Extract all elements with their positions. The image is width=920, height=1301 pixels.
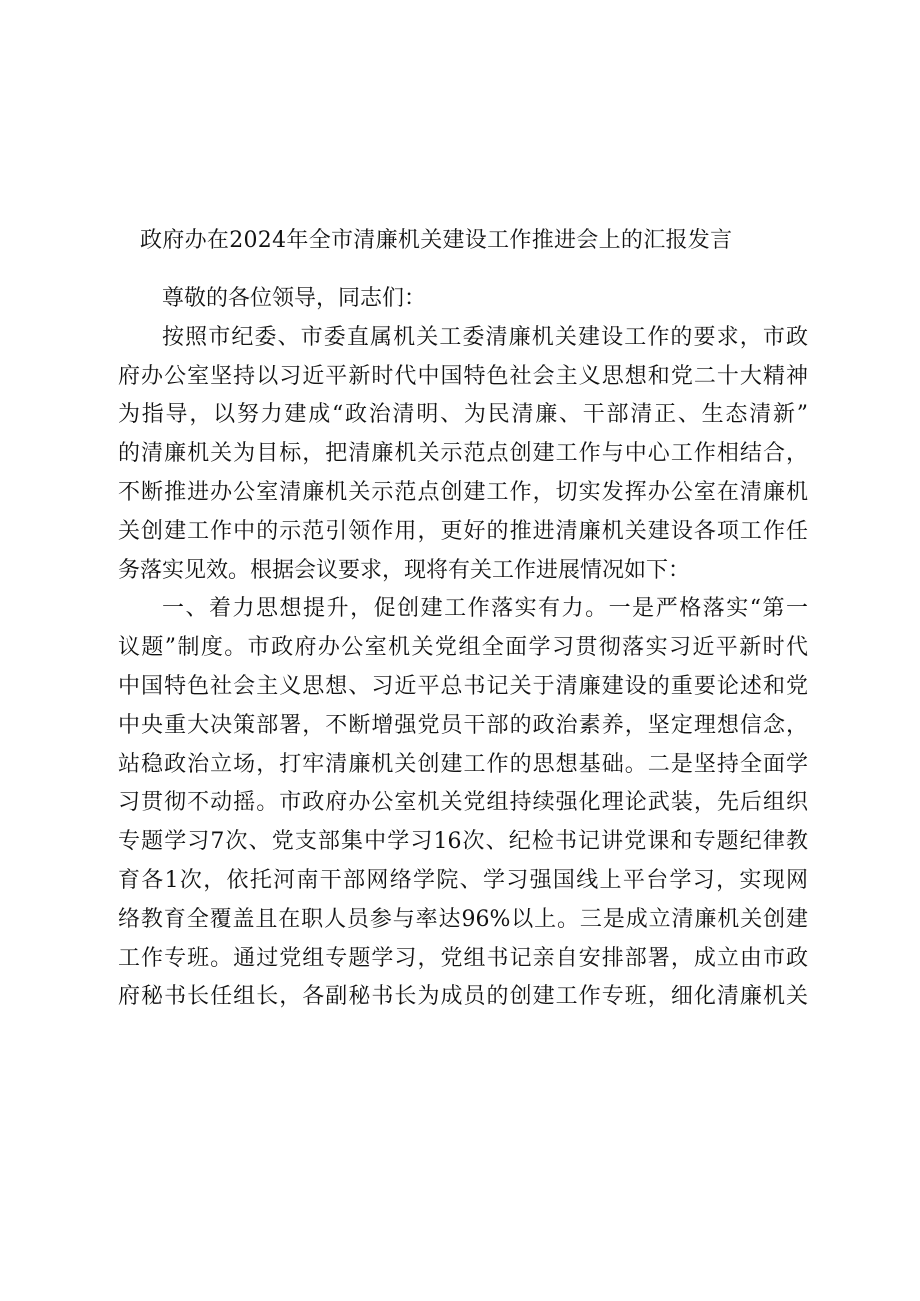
paragraph-line: 工作专班。通过党组专题学习，党组书记亲自安排部署，成立由市政 (118, 945, 808, 971)
paragraph-line: 站稳政治立场，打牢清廉机关创建工作的思想基础。二是坚持全面学 (118, 751, 808, 777)
paragraph-line: 的清廉机关为目标，把清廉机关示范点创建工作与中心工作相结合， (118, 441, 808, 467)
paragraph-line: 不断推进办公室清廉机关示范点创建工作，切实发挥办公室在清廉机 (118, 479, 808, 505)
paragraph-line: 务落实见效。根据会议要求，现将有关工作进展情况如下： (118, 557, 691, 583)
paragraph-line: 育各1次，依托河南干部网络学院、学习强国线上平台学习，实现网 (118, 867, 808, 893)
paragraph-line: 络教育全覆盖且在职人员参与率达96%以上。三是成立清廉机关创建 (118, 906, 808, 932)
paragraph-line: 府办公室坚持以习近平新时代中国特色社会主义思想和党二十大精神 (118, 363, 808, 389)
paragraph-line: 按照市纪委、市委直属机关工委清廉机关建设工作的要求，市政 (162, 324, 808, 350)
document-title: 政府办在2024年全市清廉机关建设工作推进会上的汇报发言 (140, 228, 733, 253)
paragraph-line: 关创建工作中的示范引领作用，更好的推进清廉机关建设各项工作任 (118, 518, 808, 544)
paragraph-line: 中国特色社会主义思想、习近平总书记关于清廉建设的重要论述和党 (118, 673, 808, 699)
paragraph-line: 中央重大决策部署，不断增强党员干部的政治素养，坚定理想信念， (118, 712, 808, 738)
paragraph-line: 议题”制度。市政府办公室机关党组全面学习贯彻落实习近平新时代 (118, 635, 808, 661)
paragraph-line: 为指导，以努力建成“政治清明、为民清廉、干部清正、生态清新” (118, 402, 808, 428)
paragraph-line: 专题学习7次、党支部集中学习16次、纪检书记讲党课和专题纪律教 (118, 829, 808, 855)
salutation-line: 尊敬的各位领导，同志们： (162, 286, 427, 311)
document-body (118, 280, 808, 1017)
paragraph-line: 一、着力思想提升，促创建工作落实有力。一是严格落实“第一 (162, 596, 808, 622)
paragraph-line: 府秘书长任组长，各副秘书长为成员的创建工作专班，细化清廉机关 (118, 984, 808, 1010)
paragraph-line: 习贯彻不动摇。市政府办公室机关党组持续强化理论武装，先后组织 (118, 790, 808, 816)
